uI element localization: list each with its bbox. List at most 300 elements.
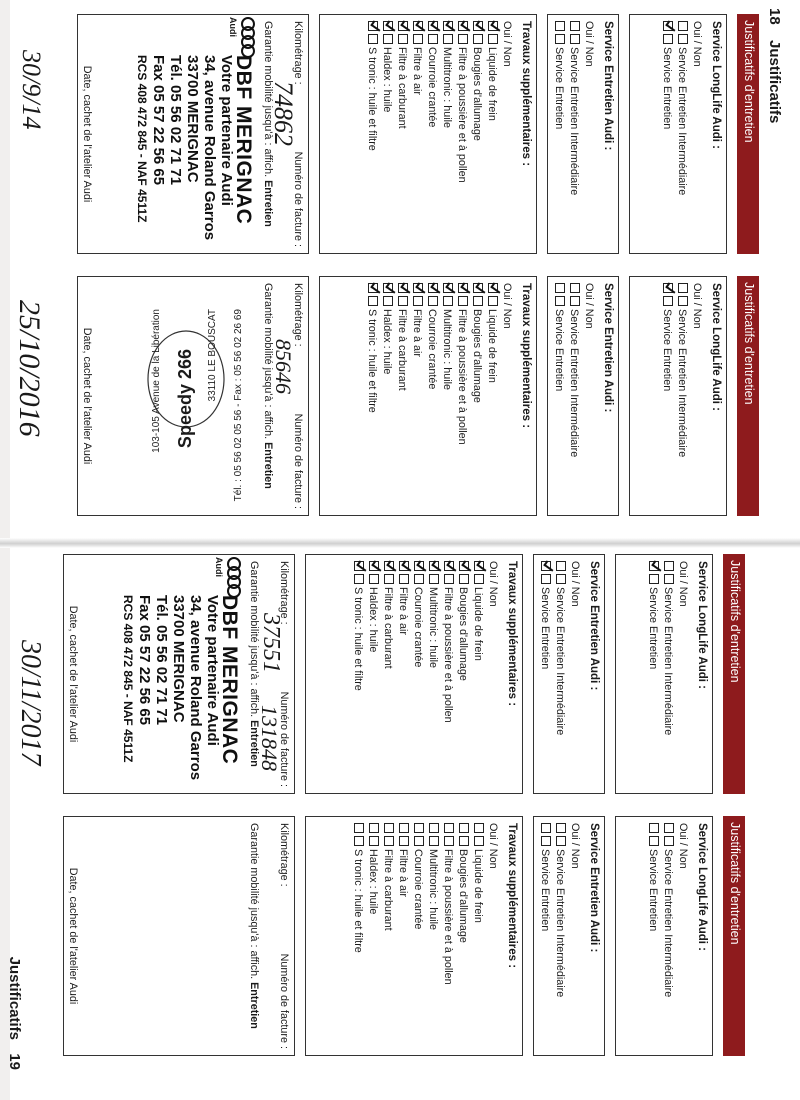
longlife-intermediate-row (674, 283, 689, 509)
checkbox-oui[interactable] (428, 283, 438, 293)
oui-non-label: Oui / Non (677, 823, 689, 869)
extra-item (454, 283, 469, 509)
checkbox-oui[interactable] (473, 21, 483, 31)
extras-header: Travaux supplémentaires : (520, 283, 532, 429)
checkbox-non[interactable] (459, 836, 469, 846)
longlife-service-row (645, 823, 660, 1049)
stamp-fax: Fax 05 57 22 56 65 (150, 55, 167, 186)
checkbox-oui[interactable] (570, 21, 580, 31)
longlife-section (615, 554, 713, 794)
checkbox-oui[interactable] (443, 21, 453, 31)
maintenance-card-3 (63, 554, 745, 794)
checkbox-non[interactable] (399, 836, 409, 846)
oui-non-label: Oui / Non (691, 283, 703, 329)
checkbox-oui[interactable] (459, 823, 469, 833)
garantie-label: Garantie mobilité jusqu'à : affich. (248, 823, 260, 980)
checkbox-non[interactable] (649, 836, 659, 846)
extra-label: Liquide de frein (486, 309, 498, 383)
row-label: Service Entretien Intermédiaire (554, 587, 566, 736)
checkbox-oui[interactable] (413, 21, 423, 31)
checkbox-non[interactable] (678, 296, 688, 306)
extra-label: S tronic : huile et filtre (352, 849, 364, 953)
checkbox-non[interactable] (383, 34, 393, 44)
garantie-line (248, 823, 260, 1049)
audi-service-header: Service Entretien Audi : (588, 561, 600, 691)
extra-label: Liquide de frein (472, 587, 484, 661)
km-label: Kilométrage : (292, 283, 304, 347)
checkbox-non[interactable] (488, 34, 498, 44)
extra-item (409, 21, 424, 247)
checkbox-non[interactable] (369, 574, 379, 584)
checkbox-non[interactable] (368, 296, 378, 306)
extras-header: Travaux supplémentaires : (520, 21, 532, 167)
extra-item (470, 561, 485, 787)
checkbox-non[interactable] (428, 296, 438, 306)
extra-label: Filtre à poussière et à pollen (456, 47, 468, 183)
extra-label: Courroie crantée (426, 47, 438, 128)
longlife-header: Service LongLife Audi : (696, 823, 708, 952)
extra-item (350, 561, 365, 787)
checkbox-non[interactable] (473, 296, 483, 306)
date-label: Date, cachet de l'atelier Audi (81, 327, 93, 465)
checkbox-non[interactable] (555, 34, 565, 44)
checkbox-oui[interactable] (368, 283, 378, 293)
extra-label: Filtre à poussière et à pollen (442, 849, 454, 985)
invoice-label: Numéro de facture : (278, 691, 290, 787)
extra-label: S tronic : huile et filtre (366, 309, 378, 413)
checkbox-non[interactable] (570, 296, 580, 306)
checkbox-non[interactable] (354, 574, 364, 584)
extra-label: Courroie crantée (412, 849, 424, 930)
checkbox-oui[interactable] (555, 283, 565, 293)
checkbox-oui[interactable] (428, 21, 438, 31)
garantie-label: Garantie mobilité jusqu'à : affich. (262, 21, 274, 178)
garantie-label: Garantie mobilité jusqu'à : affich. (248, 561, 260, 718)
extra-label: Bougies d'allumage (457, 587, 469, 681)
validation-section (77, 14, 309, 254)
garantie-line (262, 283, 274, 509)
stamp-brand: Speedy 266 (175, 349, 195, 449)
checkbox-non[interactable] (429, 836, 439, 846)
handwritten-date-1: 30/9/14 (17, 50, 46, 130)
audi-service-row (551, 283, 566, 509)
stamp-rcs: RCS 408 472 845 - NAF 4511Z (121, 595, 135, 763)
extra-label: Liquide de frein (472, 849, 484, 923)
checkbox-oui[interactable] (649, 561, 659, 571)
row-label: Service Entretien Intermédiaire (554, 849, 566, 998)
extra-item (364, 283, 379, 509)
extra-item (484, 21, 499, 247)
handwritten-date-2: 25/10/2016 (13, 300, 46, 437)
card-banner: Justificatifs d'entretien (723, 816, 745, 1056)
checkbox-non[interactable] (368, 34, 378, 44)
checkbox-oui[interactable] (663, 283, 673, 293)
checkbox-non[interactable] (570, 34, 580, 44)
oui-non-label: Oui / Non (487, 823, 499, 869)
checkbox-oui[interactable] (399, 823, 409, 833)
page-number: 19 (6, 1053, 23, 1070)
extra-item (425, 823, 440, 1049)
page-number: 18 (766, 8, 783, 25)
row-label: Service Entretien (539, 849, 551, 932)
checkbox-non[interactable] (555, 296, 565, 306)
extra-label: Haldex : huile (367, 849, 379, 915)
extra-item (424, 283, 439, 509)
row-label: Service Entretien Intermédiaire (662, 587, 674, 736)
checkbox-non[interactable] (429, 574, 439, 584)
extra-item (364, 21, 379, 247)
checkbox-non[interactable] (556, 836, 566, 846)
checkbox-non[interactable] (459, 574, 469, 584)
extra-item (394, 21, 409, 247)
oui-non-label: Oui / Non (487, 561, 499, 607)
longlife-intermediate-row (660, 561, 675, 787)
extra-label: Multitronic : huile (427, 849, 439, 931)
audi-service-section (547, 14, 619, 254)
extras-header: Travaux supplémentaires : (506, 823, 518, 969)
maintenance-card-1 (77, 14, 759, 254)
audi-service-header: Service Entretien Audi : (602, 21, 614, 151)
audi-intermediate-row (552, 561, 567, 787)
checkbox-non[interactable] (664, 836, 674, 846)
km-invoice-row (292, 283, 304, 509)
extra-label: Haldex : huile (381, 47, 393, 113)
checkbox-oui[interactable] (413, 283, 423, 293)
stamp-address: 34, avenue Roland Garros (187, 595, 204, 781)
oui-non-label: Oui / Non (691, 21, 703, 67)
extra-label: Courroie crantée (412, 587, 424, 668)
longlife-service-row (645, 561, 660, 787)
extra-label: Filtre à carburant (396, 47, 408, 129)
extra-item (484, 283, 499, 509)
km-value: 74862 (269, 81, 298, 146)
date-label: Date, cachet de l'atelier Audi (67, 605, 79, 743)
audi-service-row (551, 21, 566, 247)
invoice-label: Numéro de facture : (292, 151, 304, 247)
page-19 (0, 540, 785, 1080)
row-label: Service Entretien Intermédiaire (568, 47, 580, 196)
checkbox-non[interactable] (413, 34, 423, 44)
checkbox-oui[interactable] (664, 561, 674, 571)
checkbox-oui[interactable] (384, 561, 394, 571)
checkbox-non[interactable] (383, 296, 393, 306)
extra-label: Filtre à poussière et à pollen (442, 587, 454, 723)
checkbox-non[interactable] (398, 296, 408, 306)
checkbox-oui[interactable] (354, 561, 364, 571)
extra-item (425, 561, 440, 787)
extras-section (305, 554, 523, 794)
audi-service-header: Service Entretien Audi : (588, 823, 600, 953)
checkbox-non[interactable] (384, 574, 394, 584)
km-label: Kilométrage : (278, 561, 290, 625)
longlife-header: Service LongLife Audi : (696, 561, 708, 690)
extra-item (395, 561, 410, 787)
extra-label: Filtre à air (411, 47, 423, 95)
checkbox-oui[interactable] (444, 561, 454, 571)
km-value: 85646 (271, 339, 296, 394)
stamp-city: 33700 MERIGNAC (184, 55, 201, 183)
longlife-section (629, 14, 727, 254)
garantie-label: Garantie mobilité jusqu'à : affich. (262, 283, 274, 440)
km-invoice-row (278, 823, 290, 1049)
checkbox-oui[interactable] (473, 283, 483, 293)
extra-label: Filtre à poussière et à pollen (456, 309, 468, 445)
row-label: Service Entretien (553, 309, 565, 392)
extra-item (469, 21, 484, 247)
oui-non-label: Oui / Non (501, 283, 513, 329)
stamp-audi-label: Audi (228, 17, 238, 37)
stamp-line3: Tél. : 05 56 02 05 56 - Fax : 05 56 02 26 69 (233, 309, 244, 502)
checkbox-non[interactable] (458, 34, 468, 44)
extra-item (410, 823, 425, 1049)
audi-service-section (533, 554, 605, 794)
extra-label: Multitronic : huile (441, 47, 453, 129)
extra-item (379, 283, 394, 509)
stamp-rcs: RCS 408 472 845 - NAF 4511Z (135, 55, 149, 223)
extra-label: Courroie crantée (426, 309, 438, 390)
longlife-section (615, 816, 713, 1056)
extra-label: Filtre à air (411, 309, 423, 357)
checkbox-oui[interactable] (474, 561, 484, 571)
row-label: Service Entretien (553, 47, 565, 130)
checkbox-oui[interactable] (678, 21, 688, 31)
checkbox-non[interactable] (663, 296, 673, 306)
extra-label: Bougies d'allumage (471, 309, 483, 403)
checkbox-oui[interactable] (354, 823, 364, 833)
garantie-value: Entretien (262, 442, 274, 489)
longlife-header: Service LongLife Audi : (710, 283, 722, 412)
checkbox-oui[interactable] (429, 561, 439, 571)
row-label: Service Entretien (647, 587, 659, 670)
extras-section (319, 276, 537, 516)
audi-service-row (537, 561, 552, 787)
checkbox-oui[interactable] (556, 561, 566, 571)
extras-header: Travaux supplémentaires : (506, 561, 518, 707)
checkbox-non[interactable] (664, 574, 674, 584)
longlife-service-row (659, 21, 674, 247)
validation-section (63, 554, 295, 794)
stamp-brand: DBF MERIGNAC (218, 595, 241, 765)
checkbox-oui[interactable] (444, 823, 454, 833)
checkbox-non[interactable] (413, 296, 423, 306)
checkbox-non[interactable] (414, 836, 424, 846)
stamp-address: 34, avenue Roland Garros (201, 55, 218, 241)
checkbox-non[interactable] (663, 34, 673, 44)
checkbox-oui[interactable] (443, 283, 453, 293)
extra-label: Liquide de frein (486, 47, 498, 121)
row-label: Service Entretien Intermédiaire (662, 849, 674, 998)
maintenance-card-2 (77, 276, 759, 516)
audi-service-section (547, 276, 619, 516)
checkbox-oui[interactable] (678, 283, 688, 293)
stamp-city: 33700 MERIGNAC (170, 595, 187, 723)
extra-item (440, 561, 455, 787)
km-value: 37551 (258, 613, 284, 673)
checkbox-oui[interactable] (398, 283, 408, 293)
oui-non-label: Oui / Non (569, 561, 581, 607)
audi-rings-icon (240, 17, 256, 59)
checkbox-non[interactable] (399, 574, 409, 584)
checkbox-oui[interactable] (414, 561, 424, 571)
checkbox-oui[interactable] (541, 823, 551, 833)
checkbox-oui[interactable] (384, 823, 394, 833)
checkbox-non[interactable] (541, 836, 551, 846)
extra-item (365, 561, 380, 787)
checkbox-oui[interactable] (414, 823, 424, 833)
checkbox-oui[interactable] (541, 561, 551, 571)
extra-item (395, 823, 410, 1049)
checkbox-non[interactable] (556, 574, 566, 584)
extra-item (455, 561, 470, 787)
row-label: Service Entretien (661, 47, 673, 130)
extra-item (394, 283, 409, 509)
checkbox-oui[interactable] (368, 21, 378, 31)
checkbox-non[interactable] (444, 574, 454, 584)
extra-label: Filtre à carburant (382, 587, 394, 669)
extra-item (439, 21, 454, 247)
audi-service-section (533, 816, 605, 1056)
checkbox-non[interactable] (443, 296, 453, 306)
page-18 (0, 0, 785, 540)
checkbox-oui[interactable] (459, 561, 469, 571)
checkbox-oui[interactable] (398, 21, 408, 31)
extra-item (350, 823, 365, 1049)
stamp-brand: DBF MERIGNAC (232, 55, 255, 225)
extra-item (379, 21, 394, 247)
stamp-sub: Votre partenaire Audi (204, 595, 221, 746)
audi-service-header: Service Entretien Audi : (602, 283, 614, 413)
extra-label: Filtre à air (397, 849, 409, 897)
checkbox-non[interactable] (458, 296, 468, 306)
card-banner: Justificatifs d'entretien (737, 14, 759, 254)
oui-non-label: Oui / Non (583, 283, 595, 329)
checkbox-non[interactable] (369, 836, 379, 846)
extras-section (319, 14, 537, 254)
checkbox-non[interactable] (474, 574, 484, 584)
checkbox-oui[interactable] (570, 283, 580, 293)
oui-non-label: Oui / Non (583, 21, 595, 67)
invoice-value: 131848 (257, 705, 282, 771)
checkbox-oui[interactable] (458, 21, 468, 31)
checkbox-oui[interactable] (474, 823, 484, 833)
checkbox-oui[interactable] (383, 21, 393, 31)
checkbox-non[interactable] (398, 34, 408, 44)
audi-intermediate-row (566, 283, 581, 509)
checkbox-oui[interactable] (488, 283, 498, 293)
row-label: Service Entretien Intermédiaire (676, 47, 688, 196)
extra-label: Haldex : huile (381, 309, 393, 375)
extra-label: Haldex : huile (367, 587, 379, 653)
extra-label: Multitronic : huile (441, 309, 453, 391)
audi-service-row (537, 823, 552, 1049)
extras-section (305, 816, 523, 1056)
extra-item (365, 823, 380, 1049)
km-label: Kilométrage : (278, 823, 290, 887)
checkbox-oui[interactable] (369, 561, 379, 571)
invoice-label: Numéro de facture : (292, 413, 304, 509)
extra-item (380, 823, 395, 1049)
checkbox-oui[interactable] (663, 21, 673, 31)
checkbox-oui[interactable] (399, 561, 409, 571)
longlife-intermediate-row (660, 823, 675, 1049)
checkbox-non[interactable] (384, 836, 394, 846)
longlife-intermediate-row (674, 21, 689, 247)
stamp-sub: Votre partenaire Audi (218, 55, 235, 206)
extra-item (470, 823, 485, 1049)
checkbox-oui[interactable] (458, 283, 468, 293)
oui-non-label: Oui / Non (569, 823, 581, 869)
longlife-header: Service LongLife Audi : (710, 21, 722, 150)
audi-rings-icon (226, 557, 242, 599)
checkbox-non[interactable] (444, 836, 454, 846)
checkbox-non[interactable] (428, 34, 438, 44)
checkbox-non[interactable] (678, 34, 688, 44)
extra-label: Filtre à carburant (382, 849, 394, 931)
extra-item (469, 283, 484, 509)
garantie-value: Entretien (248, 720, 260, 767)
checkbox-non[interactable] (649, 574, 659, 584)
validation-section (63, 816, 295, 1056)
row-label: Service Entretien Intermédiaire (568, 309, 580, 458)
garantie-value: Entretien (248, 982, 260, 1029)
extra-item (410, 561, 425, 787)
row-label: Service Entretien (539, 587, 551, 670)
checkbox-oui[interactable] (664, 823, 674, 833)
checkbox-non[interactable] (473, 34, 483, 44)
longlife-section (629, 276, 727, 516)
checkbox-oui[interactable] (383, 283, 393, 293)
extra-label: Bougies d'allumage (457, 849, 469, 943)
checkbox-oui[interactable] (649, 823, 659, 833)
checkbox-non[interactable] (414, 574, 424, 584)
date-label: Date, cachet de l'atelier Audi (81, 65, 93, 203)
dealer-stamp (133, 55, 255, 241)
page-title: Justificatifs (6, 956, 23, 1040)
checkbox-oui[interactable] (369, 823, 379, 833)
extra-item (424, 21, 439, 247)
checkbox-non[interactable] (443, 34, 453, 44)
extra-item (440, 823, 455, 1049)
extra-label: Filtre à air (397, 587, 409, 635)
checkbox-non[interactable] (541, 574, 551, 584)
checkbox-non[interactable] (488, 296, 498, 306)
checkbox-non[interactable] (354, 836, 364, 846)
oui-non-label: Oui / Non (501, 21, 513, 67)
longlife-service-row (659, 283, 674, 509)
invoice-label: Numéro de facture : (278, 953, 290, 1049)
extra-label: Filtre à carburant (396, 309, 408, 391)
extra-label: Multitronic : huile (427, 587, 439, 669)
stamp-tel: Tél. 05 56 02 71 71 (153, 595, 170, 726)
stamp-line2: 33110 LE BOUSCAT (207, 309, 218, 402)
checkbox-oui[interactable] (488, 21, 498, 31)
checkbox-oui[interactable] (556, 823, 566, 833)
garantie-value: Entretien (262, 180, 274, 227)
extra-item (455, 823, 470, 1049)
date-label: Date, cachet de l'atelier Audi (67, 867, 79, 1005)
checkbox-oui[interactable] (429, 823, 439, 833)
extra-item (380, 561, 395, 787)
page-title: Justificatifs (766, 40, 783, 124)
extra-item (409, 283, 424, 509)
checkbox-non[interactable] (474, 836, 484, 846)
stamp-tel: Tél. 05 56 02 71 71 (167, 55, 184, 186)
extra-label: S tronic : huile et filtre (366, 47, 378, 151)
handwritten-date-3: 30/11/2017 (15, 640, 46, 766)
extra-item (439, 283, 454, 509)
audi-intermediate-row (552, 823, 567, 1049)
checkbox-oui[interactable] (555, 21, 565, 31)
